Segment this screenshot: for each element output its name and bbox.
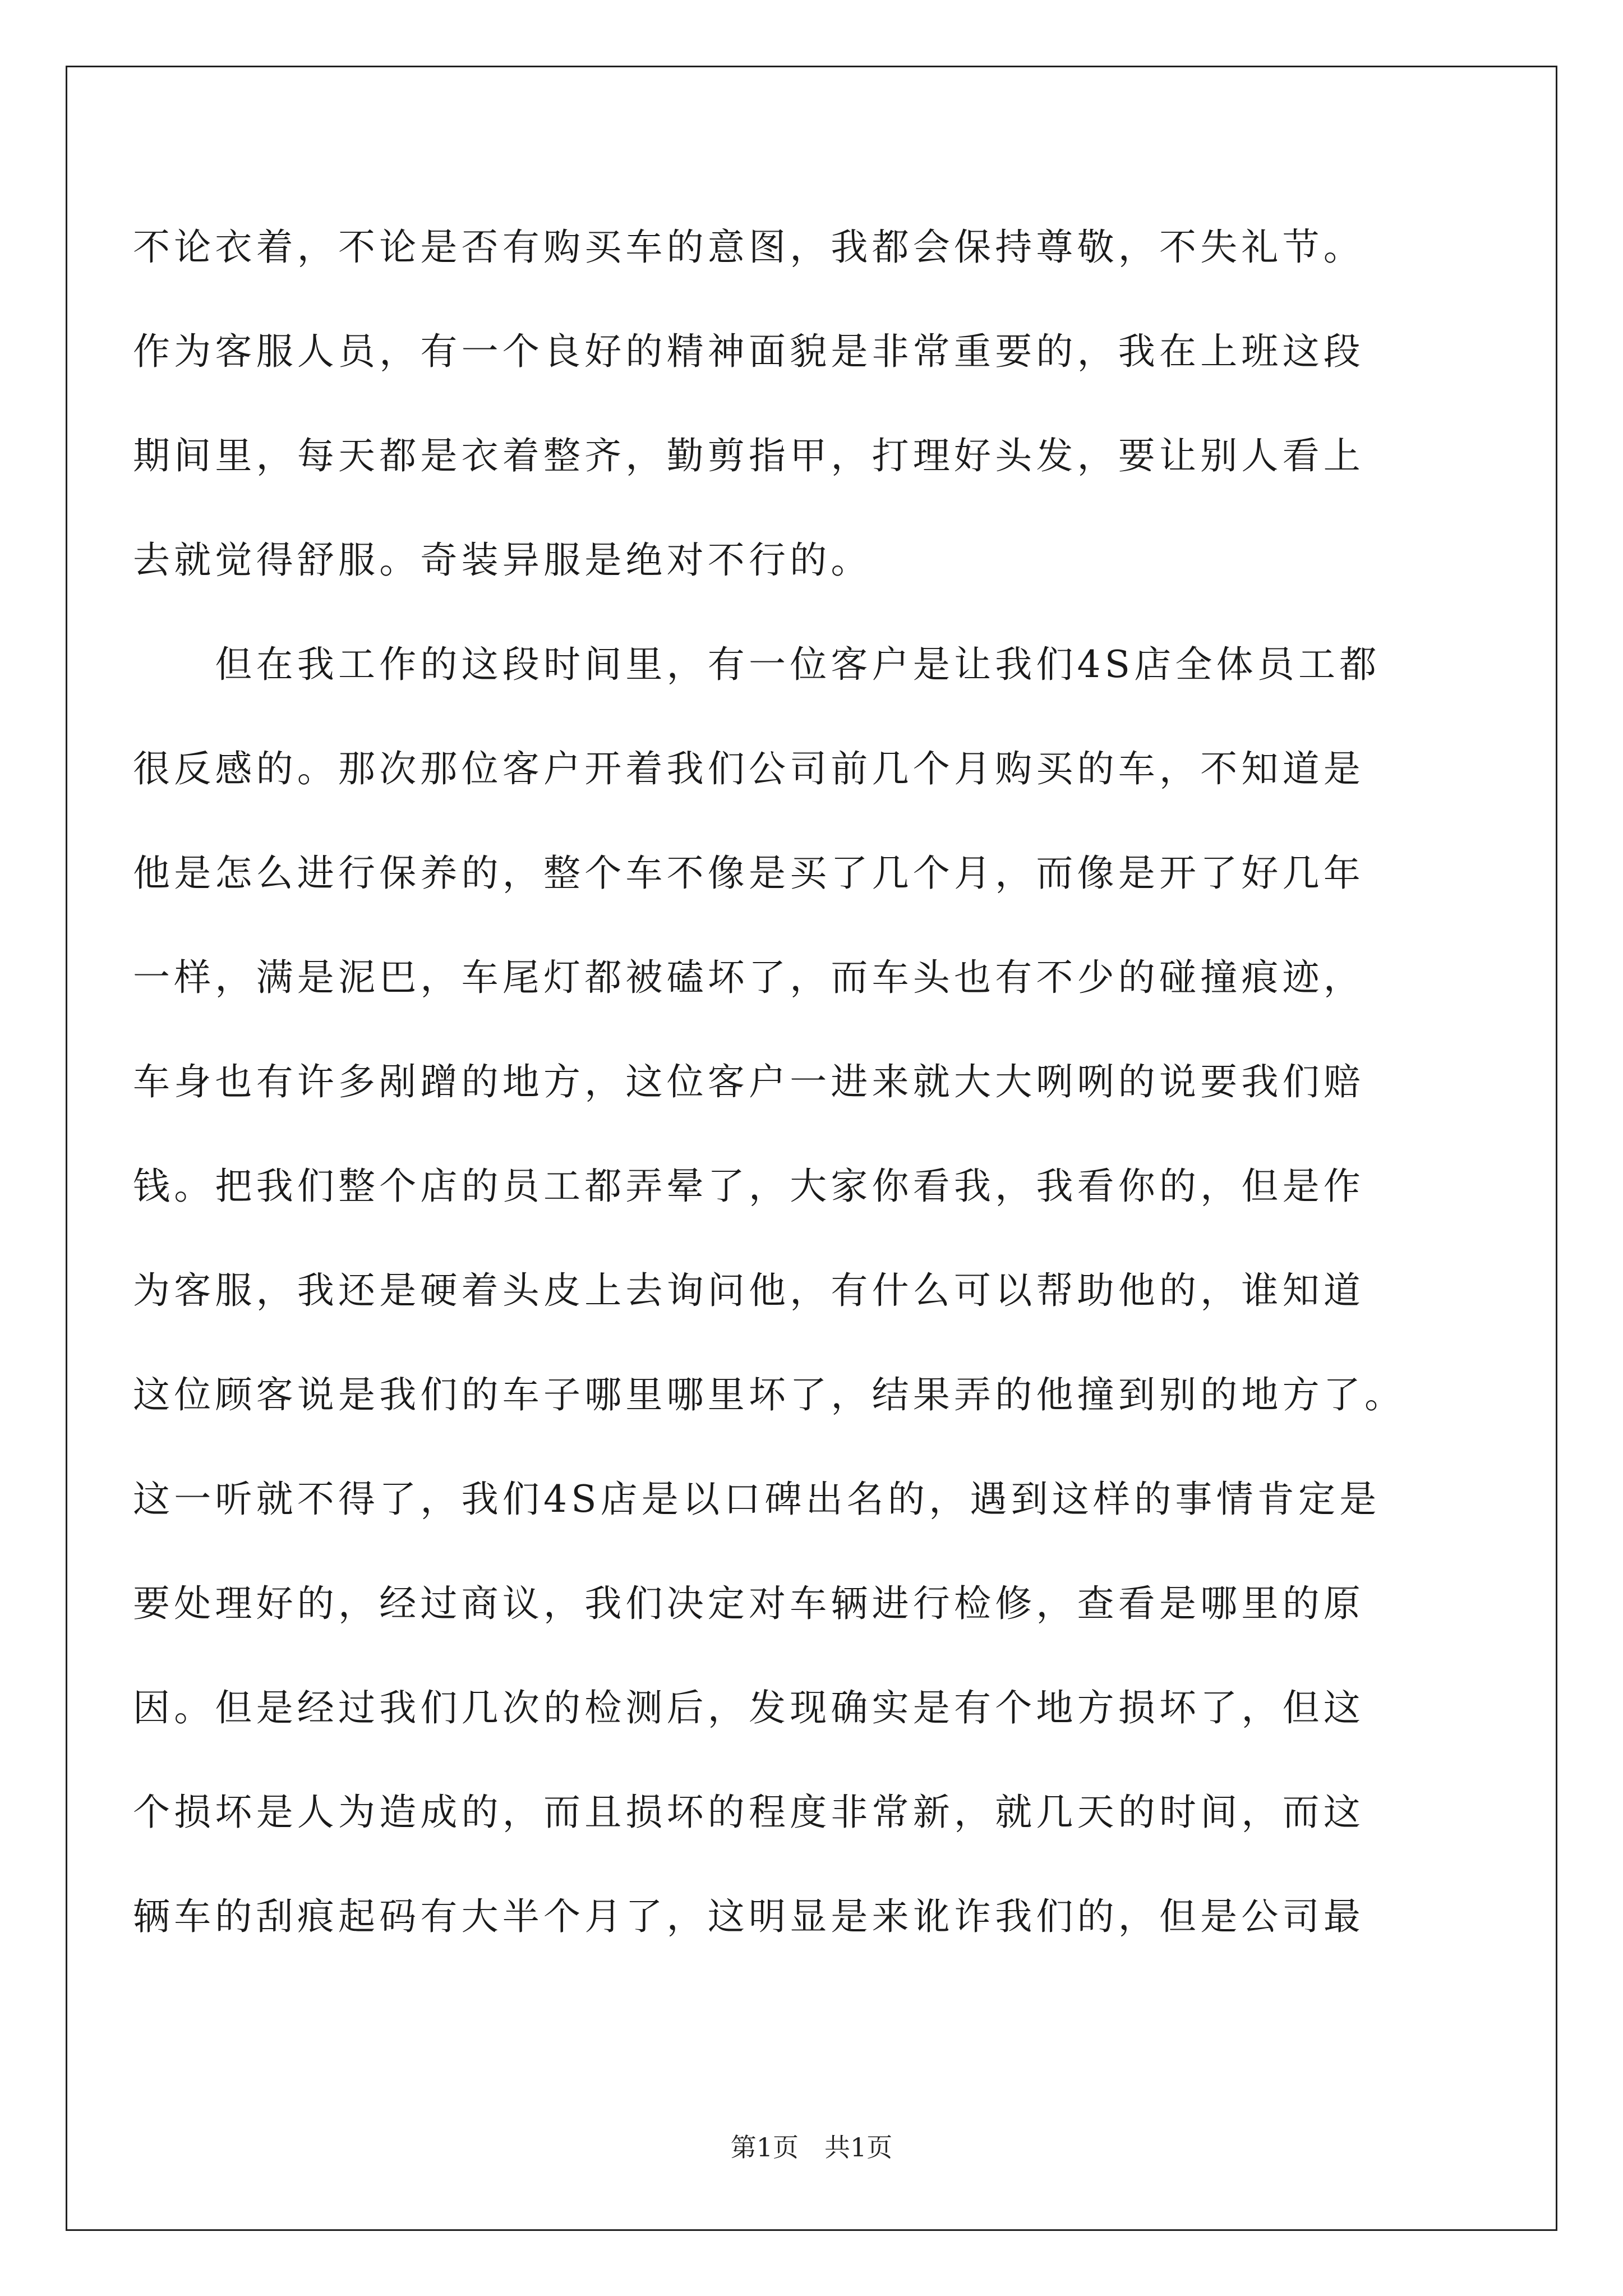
text-line: 这一听就不得了，我们4S店是以口碑出名的，遇到这样的事情肯定是: [133, 1478, 1381, 1521]
text-line: 个损坏是人为造成的，而且损坏的程度非常新，就几天的时间，而这: [133, 1791, 1364, 1834]
text-line: 很反感的。那次那位客户开着我们公司前几个月购买的车，不知道是: [133, 747, 1364, 790]
text-line: 因。但是经过我们几次的检测后，发现确实是有个地方损坏了，但这: [133, 1686, 1364, 1729]
text-line: 钱。把我们整个店的员工都弄晕了，大家你看我，我看你的，但是作: [133, 1165, 1364, 1208]
text-line: 这位顾客说是我们的车子哪里哪里坏了，结果弄的他撞到别的地方了。: [133, 1373, 1406, 1416]
page-number: 第1页 共1页: [730, 2132, 893, 2162]
text-line: 不论衣着，不论是否有购买车的意图，我都会保持尊敬，不失礼节。: [133, 226, 1364, 269]
text-line: 一样，满是泥巴，车尾灯都被磕坏了，而车头也有不少的碰撞痕迹，: [133, 956, 1364, 999]
text-line: 但在我工作的这段时间里，有一位客户是让我们4S店全体员工都: [133, 643, 1381, 686]
text-line: 车身也有许多剐蹭的地方，这位客户一进来就大大咧咧的说要我们赔: [133, 1060, 1364, 1103]
text-line: 期间里，每天都是衣着整齐，勤剪指甲，打理好头发，要让别人看上: [133, 434, 1364, 477]
text-line: 他是怎么进行保养的，整个车不像是买了几个月，而像是开了好几年: [133, 852, 1364, 895]
text-line: 为客服，我还是硬着头皮上去询问他，有什么可以帮助他的，谁知道: [133, 1269, 1364, 1312]
text-line: 作为客服人员，有一个良好的精神面貌是非常重要的，我在上班这段: [133, 330, 1364, 373]
text-line: 去就觉得舒服。奇装异服是绝对不行的。: [133, 539, 872, 582]
text-line: 辆车的刮痕起码有大半个月了，这明显是来讹诈我们的，但是公司最: [133, 1895, 1364, 1938]
text-line: 要处理好的，经过商议，我们决定对车辆进行检修，查看是哪里的原: [133, 1582, 1364, 1625]
